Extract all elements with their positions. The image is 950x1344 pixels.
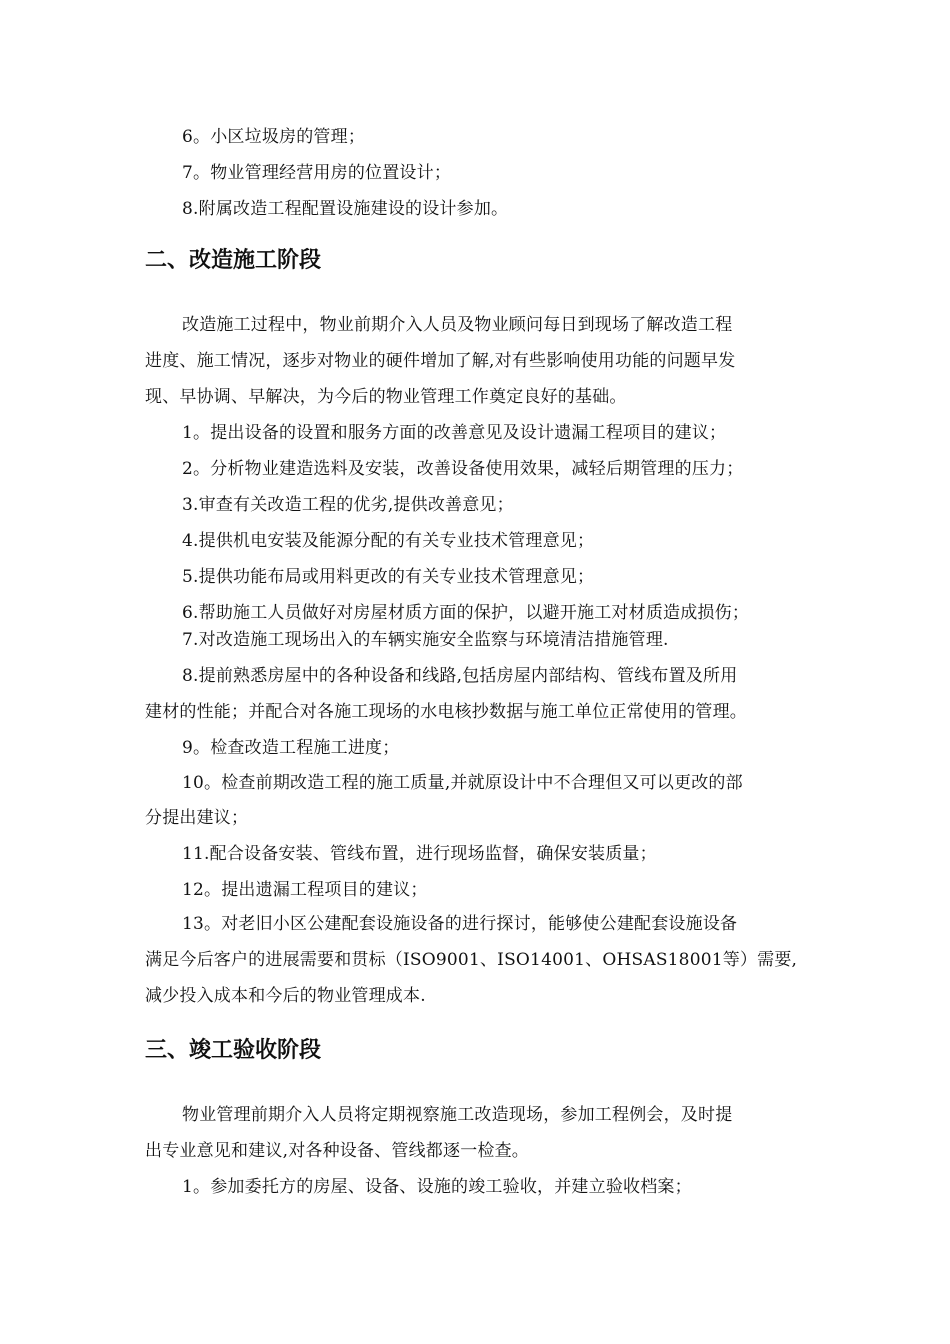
list-item: 13。对老旧小区公建配套设施设备的进行探讨，能够使公建配套设施设备	[182, 914, 738, 934]
list-item: 1。提出设备的设置和服务方面的改善意见及设计遗漏工程项目的建议；	[182, 423, 727, 443]
list-item-continuation: 分提出建议；	[145, 808, 249, 828]
list-item: 3.审查有关改造工程的优劣,提供改善意见；	[182, 495, 514, 515]
list-item-continuation: 满足今后客户的进展需要和贯标（ISO9001、ISO14001、OHSAS18001等）需要,	[145, 950, 798, 970]
list-item-continuation: 减少投入成本和今后的物业管理成本.	[145, 986, 426, 1006]
list-item: 2。分析物业建造选料及安装，改善设备使用效果，减轻后期管理的压力；	[182, 459, 744, 479]
list-item: 4.提供机电安装及能源分配的有关专业技术管理意见；	[182, 531, 595, 551]
list-item: 7.对改造施工现场出入的车辆实施安全监察与环境清洁措施管理.	[182, 630, 669, 650]
list-item: 1。参加委托方的房屋、设备、设施的竣工验收，并建立验收档案；	[182, 1177, 692, 1197]
list-item: 12。提出遗漏工程项目的建议；	[182, 880, 428, 900]
section-heading: 二、改造施工阶段	[145, 248, 322, 273]
list-item: 7。物业管理经营用房的位置设计；	[182, 163, 452, 183]
list-item: 6。小区垃圾房的管理；	[182, 127, 366, 147]
list-item: 6.帮助施工人员做好对房屋材质方面的保护，以避开施工对材质造成损伤；	[182, 603, 750, 623]
paragraph-line: 改造施工过程中，物业前期介入人员及物业顾问每日到现场了解改造工程	[182, 315, 733, 335]
paragraph-line: 进度、施工情况，逐步对物业的硬件增加了解,对有些影响使用功能的问题早发	[145, 351, 736, 371]
list-item: 11.配合设备安装、管线布置，进行现场监督，确保安装质量；	[182, 844, 657, 864]
section-heading: 三、竣工验收阶段	[145, 1038, 322, 1063]
paragraph-line: 出专业意见和建议,对各种设备、管线都逐一检查。	[145, 1141, 530, 1161]
list-item-continuation: 建材的性能；并配合对各施工现场的水电核抄数据与施工单位正常使用的管理。	[145, 702, 747, 722]
list-item: 5.提供功能布局或用料更改的有关专业技术管理意见；	[182, 567, 595, 587]
paragraph-line: 物业管理前期介入人员将定期视察施工改造现场，参加工程例会，及时提	[182, 1105, 733, 1125]
list-item: 10。检查前期改造工程的施工质量,并就原设计中不合理但又可以更改的部	[182, 773, 743, 793]
list-item: 9。检查改造工程施工进度；	[182, 738, 400, 758]
paragraph-line: 现、早协调、早解决，为今后的物业管理工作奠定良好的基础。	[145, 387, 627, 407]
list-item: 8.附属改造工程配置设施建设的设计参加。	[182, 199, 509, 219]
list-item: 8.提前熟悉房屋中的各种设备和线路,包括房屋内部结构、管线布置及所用	[182, 666, 738, 686]
